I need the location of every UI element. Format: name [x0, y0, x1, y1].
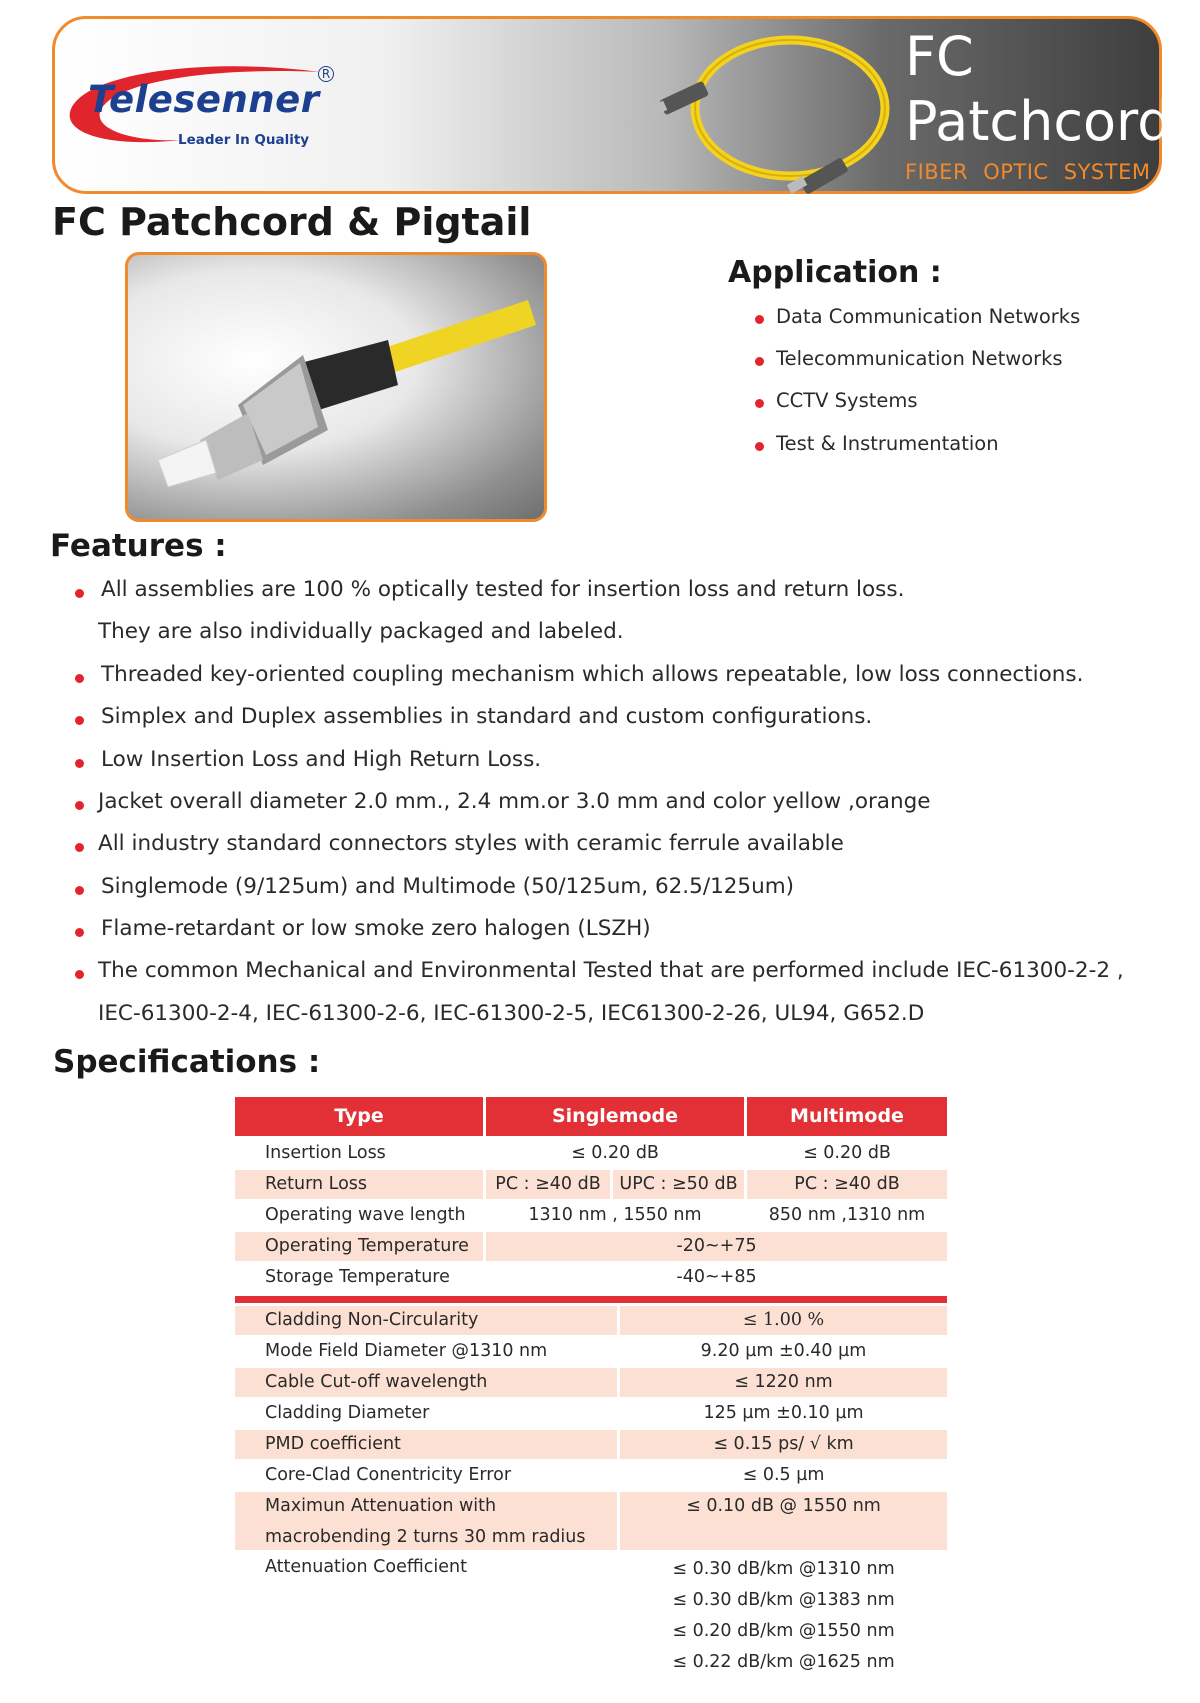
column-divider	[483, 1139, 486, 1292]
insertion-loss-singlemode: ≤ 0.20 dB	[571, 1143, 659, 1163]
row-label-insertion-loss: Insertion Loss	[265, 1143, 386, 1163]
attenuation-coefficient-value: ≤ 0.22 dB/km @1625 nm	[672, 1652, 895, 1672]
row-label: Mode Field Diameter @1310 nm	[265, 1341, 548, 1361]
return-loss-sm-pc: PC : ≥40 dB	[495, 1174, 601, 1194]
row-label-storage-temperature: Storage Temperature	[265, 1267, 450, 1287]
bullet-icon	[755, 357, 764, 366]
return-loss-multimode: PC : ≥40 dB	[794, 1174, 900, 1194]
bullet-icon	[75, 886, 84, 895]
application-heading: Application :	[728, 255, 942, 290]
max-attenuation-value: ≤ 0.10 dB @ 1550 nm	[686, 1496, 881, 1516]
bullet-icon	[755, 399, 764, 408]
page-title: FC Patchcord & Pigtail	[52, 200, 532, 244]
row-label: PMD coefficient	[265, 1434, 401, 1454]
bullet-icon	[75, 928, 84, 937]
banner-title-line2: Patchcord	[905, 90, 1172, 153]
column-header-singlemode: Singlemode	[486, 1097, 744, 1136]
row-label-max-attenuation: Maximun Attenuation with	[265, 1496, 497, 1516]
feature-item: Threaded key-oriented coupling mechanism which allows repeatable, low loss connections.	[101, 662, 1084, 687]
feature-item: All industry standard connectors styles with ceramic ferrule available	[98, 831, 844, 856]
feature-item: All assemblies are 100 % optically tested for insertion loss and return loss.	[101, 577, 905, 602]
column-divider	[610, 1170, 613, 1199]
row-value: 9.20 µm ±0.40 µm	[700, 1341, 867, 1361]
column-divider	[744, 1139, 747, 1230]
bullet-icon	[755, 442, 764, 451]
row-value: ≤ 0.5 µm	[742, 1465, 825, 1485]
row-label: Core-Clad Conentricity Error	[265, 1465, 512, 1485]
feature-item: Jacket overall diameter 2.0 mm., 2.4 mm.or 3.0 mm and color yellow ,orange	[98, 789, 931, 814]
attenuation-coefficient-value: ≤ 0.20 dB/km @1550 nm	[672, 1621, 895, 1641]
row-label-wavelength: Operating wave length	[265, 1205, 466, 1225]
section-divider	[235, 1296, 947, 1303]
feature-item: Simplex and Duplex assemblies in standard and custom configurations.	[101, 704, 873, 729]
return-loss-sm-upc: UPC : ≥50 dB	[619, 1174, 738, 1194]
features-heading: Features :	[50, 528, 227, 564]
banner-title-line1: FC	[905, 25, 974, 88]
specifications-heading: Specifications :	[53, 1044, 321, 1080]
attenuation-coefficient-value: ≤ 0.30 dB/km @1383 nm	[672, 1590, 895, 1610]
logo-tagline: Leader In Quality	[178, 132, 310, 148]
insertion-loss-multimode: ≤ 0.20 dB	[803, 1143, 891, 1163]
banner-subtitle: FIBER OPTIC SYSTEM	[905, 160, 1151, 184]
wavelength-singlemode: 1310 nm , 1550 nm	[528, 1205, 702, 1225]
feature-item-continuation: IEC-61300-2-4, IEC-61300-2-6, IEC-61300-2-5, IEC61300-2-26, UL94, G652.D	[98, 1001, 925, 1026]
row-value: ≤ 0.15 ps/ √ km	[713, 1434, 854, 1454]
feature-item: Flame-retardant or low smoke zero halogen (LSZH)	[101, 916, 651, 941]
fc-connector-icon	[128, 255, 544, 519]
registered-mark: R	[318, 66, 334, 82]
logo-text: Telesenner	[88, 78, 320, 121]
application-item: Data Communication Networks	[776, 305, 1081, 328]
application-item: CCTV Systems	[776, 389, 918, 412]
specifications-table	[235, 1097, 947, 1687]
feature-item-continuation: They are also individually packaged and labeled.	[98, 619, 624, 644]
row-label-max-attenuation-cont: macrobending 2 turns 30 mm radius	[265, 1527, 586, 1547]
operating-temperature-value: -20~+75	[676, 1236, 757, 1256]
row-value: ≤ 1220 nm	[734, 1372, 833, 1392]
bullet-icon	[75, 970, 84, 979]
feature-item: Singlemode (9/125um) and Multimode (50/125um, 62.5/125um)	[101, 874, 795, 899]
wavelength-multimode: 850 nm ,1310 nm	[768, 1205, 926, 1225]
application-item: Test & Instrumentation	[776, 432, 999, 455]
column-divider	[617, 1303, 620, 1677]
patchcord-cable-icon	[640, 18, 900, 198]
row-label-operating-temperature: Operating Temperature	[265, 1236, 469, 1256]
bullet-icon	[75, 674, 84, 683]
row-value: ≤ 1.00 %	[742, 1310, 825, 1330]
bullet-icon	[755, 315, 764, 324]
bullet-icon	[75, 843, 84, 852]
column-header-type: Type	[235, 1097, 483, 1136]
application-item: Telecommunication Networks	[776, 347, 1063, 370]
bullet-icon	[75, 589, 84, 598]
row-value: 125 µm ±0.10 µm	[703, 1403, 864, 1423]
row-label-attenuation-coefficient: Attenuation Coefficient	[265, 1557, 467, 1577]
row-label: Cladding Non-Circularity	[265, 1310, 479, 1330]
feature-item: The common Mechanical and Environmental Tested that are performed include IEC-61300-2-2 ,	[98, 958, 1124, 983]
bullet-icon	[75, 759, 84, 768]
row-label-return-loss: Return Loss	[265, 1174, 368, 1194]
attenuation-coefficient-value: ≤ 0.30 dB/km @1310 nm	[672, 1559, 895, 1579]
feature-item: Low Insertion Loss and High Return Loss.	[101, 747, 542, 772]
bullet-icon	[75, 801, 84, 810]
column-header-multimode: Multimode	[747, 1097, 947, 1136]
product-photo	[125, 252, 547, 522]
bullet-icon	[75, 716, 84, 725]
row-label: Cable Cut-off wavelength	[265, 1372, 488, 1392]
row-label: Cladding Diameter	[265, 1403, 430, 1423]
storage-temperature-value: -40~+85	[676, 1267, 757, 1287]
